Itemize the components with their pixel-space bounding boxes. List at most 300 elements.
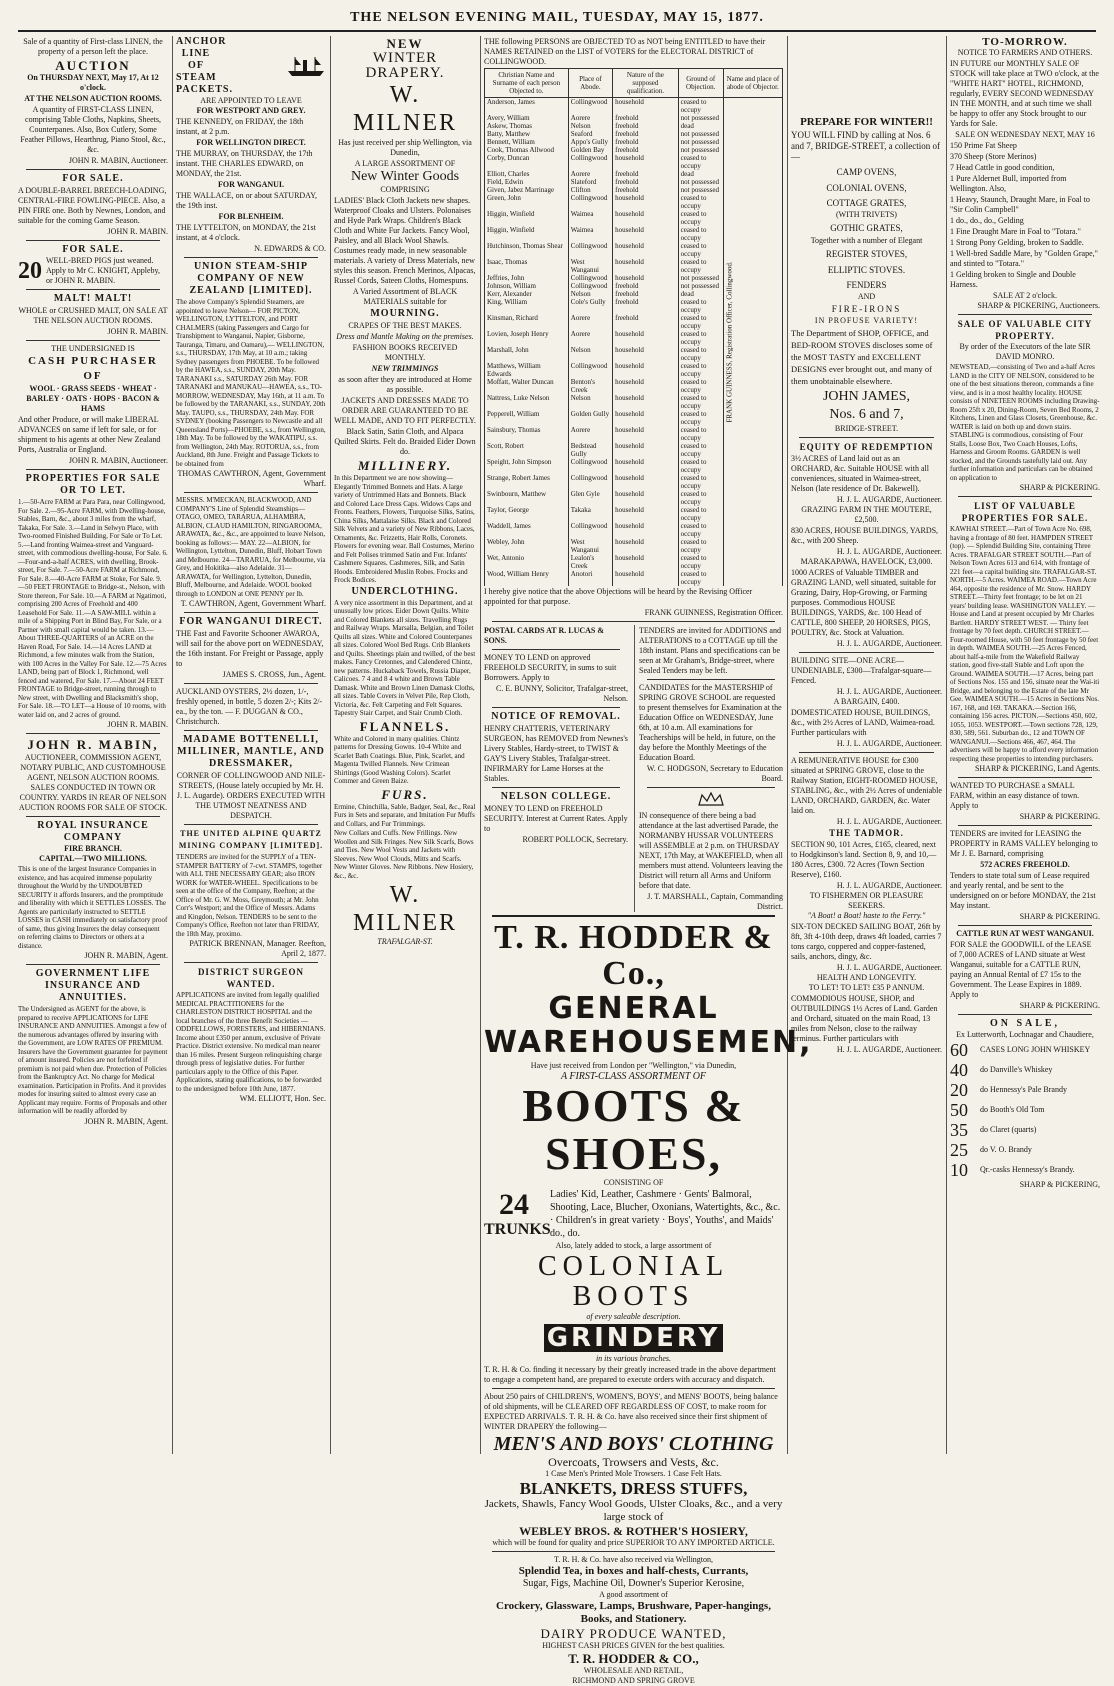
stock-item: 1 Fine Draught Mare in Foal to "Totara." [950, 227, 1081, 236]
sharp-signature: SHARP & PICKERING, [1019, 1180, 1100, 1189]
column-3 [334, 36, 476, 1454]
cash-body: And other Produce, or will make LIBERAL ADVANCES on same if left for sale, or for shipment to his agents at other New Zealand Ports, Australia or England. [18, 415, 161, 454]
elliptic-stoves: ELLIPTIC STOVES. [827, 265, 906, 275]
divider [958, 825, 1092, 826]
masthead-rule [18, 30, 1096, 32]
anchor-signature: N. EDWARDS & CO. [254, 244, 326, 253]
table-cell: Golden Bay [568, 146, 612, 154]
cash-items: WOOL · GRASS SEEDS · WHEAT · BARLEY · OATS · HOPS · BACON & HAMS [26, 384, 160, 413]
stock-list [950, 141, 1100, 290]
spirits-item [950, 1160, 1100, 1180]
table-cell: freehold [613, 170, 679, 178]
divider [958, 314, 1092, 315]
table-cell: Isaac, Thomas [485, 258, 569, 274]
table-cell: Collingwood [568, 154, 612, 170]
divider [492, 1551, 775, 1552]
john-james: JOHN JAMES, [822, 389, 911, 404]
college-money: MONEY TO LEND on FREEHOLD SECURITY. Interest at Current Rates. Apply to [484, 804, 628, 833]
table-cell: freehold [613, 130, 679, 138]
grindery-sub: in its various branches. [595, 1354, 672, 1363]
divider [184, 683, 318, 684]
table-cell: Higgin, Winfield [485, 226, 569, 242]
bargain-heading: A BARGAIN, £400. [833, 697, 900, 706]
table-cell: not possessed [678, 282, 723, 290]
forsale-body: A DOUBLE-BARREL BREECH-LOADING, CENTRAL-FIRE FOWLING-PIECE. Also, a PIN FIRE one. Both by Newnes, London, and suitable for the coming Game Season. [18, 186, 167, 225]
stock-item: 1 Strong Pony Gelding, broken to Saddle. [950, 238, 1084, 247]
table-cell: Avery, William [485, 114, 569, 122]
drapery-heading: WINTER DRAPERY. [365, 50, 445, 81]
table-cell: Takaka [568, 506, 612, 522]
table-cell: household [613, 98, 679, 115]
table-cell: freehold [613, 298, 679, 314]
fenders: FENDERS [846, 280, 887, 290]
column-rule [480, 36, 481, 1454]
notice-heading: NOTICE TO FARMERS AND OTHERS. [957, 48, 1093, 57]
sale-time: SALE AT 2 o'clock. [993, 291, 1057, 300]
table-cell: not possessed [678, 114, 723, 122]
table-cell: Aorere [568, 314, 612, 330]
table-cell: household [613, 194, 679, 210]
drapery-new: NEW [386, 36, 424, 51]
table-row [485, 98, 783, 115]
health-heading: HEALTH AND LONGEVITY. [816, 973, 917, 982]
spirits-count: 20 [950, 1080, 968, 1100]
table-cell: Nelson [568, 346, 612, 362]
column-6 [950, 36, 1100, 1454]
table-cell: freehold [613, 290, 679, 298]
union-body: The above Company's Splendid Steamers, are appointed to leave Nelson— FOR PICTON, WELLINGTON, LYTTELTON, and PORT CHALMERS (taking Passengers and Cargo for Transhipment to Wanganui, Napier, Gisborne, Tauranga, Timaru, and Oamaru),— WELLINGTON, s.s., THURSDAY, 17th May, at 10 a.m.; taking Sydney passengers from PHOEBE. To be followed by the HAWEA, s.s., SUNDAY, 20th May. TARANAKI s.s., SATURDAY 26th May. FOR TARANAKI and MANUKAU—HAWEA, s.s., TO-MORROW, WEDNESDAY, May 16th, at 11 a.m. To be followed by the TARANAKI, s.s., SUNDAY, 20th May. TAUPO, s.s., THURSDAY, 24th May. FOR SYDNEY (booking Passengers to Newcastle and all Queensland Ports)—PHOEBE, s.s., from Wellington, 18th May. To be followed by the WAKATIPU, s.s. from Wellington, 24th May. ROTORUA, s.s., from Auckland, 8th June. Freight and Passage Tickets to be obtained from [176, 298, 326, 468]
colonial-ovens: COLONIAL OVENS, [826, 183, 907, 193]
anchor-blenheim: FOR BLENHEIM. [218, 212, 284, 221]
table-cell: Seaford [568, 130, 612, 138]
table-cell: household [613, 506, 679, 522]
list-heading: LIST OF VALUABLE PROPERTIES FOR SALE. [961, 501, 1089, 523]
table-cell: Matthews, William Edwards [485, 362, 569, 378]
tadmor-heading: THE TADMOR. [829, 828, 904, 838]
dairy-sub: HIGHEST CASH PRICES GIVEN for the best qualities. [542, 1641, 725, 1650]
building-site: BUILDING SITE—ONE ACRE—UNDENIABLE, £300—Trafalgar-square—Fenced. [791, 656, 932, 685]
table-cell: ceased to occupy [678, 442, 723, 458]
acres-1000-signature: H. J. L. AUGARDE, Auctioneer. [836, 639, 942, 648]
spirits-item [950, 1060, 1100, 1080]
spirits-label: Qr.-casks Hennessy's Brandy. [980, 1165, 1075, 1174]
masthead: THE NELSON EVENING MAIL, TUESDAY, MAY 15, 1877. [350, 10, 764, 25]
milner-footer: W. MILNER [353, 882, 457, 936]
table-cell: ceased to occupy [678, 330, 723, 346]
table-cell: Hutchinson, Thomas Shear [485, 242, 569, 258]
spirits-label: do Claret (quarts) [980, 1125, 1037, 1134]
hodder-first: A FIRST-CLASS ASSORTMENT OF [560, 1071, 707, 1082]
table-cell: not possessed [678, 130, 723, 138]
trunks-label: TRUNKS [484, 1221, 551, 1238]
auction-items: A quantity of FIRST-CLASS LINEN, comprising Table Cloths, Napkins, Sheets, Counterpanes. Also, Box Cutlery, Some Feather Pillows, Hearthrug, Piano Stool, &c., &c. [20, 105, 166, 154]
forsale-heading: FOR SALE. [62, 244, 124, 255]
wanted-body: WANTED TO PURCHASE a SMALL FARM, within an easy distance of town. Apply to [950, 781, 1080, 810]
properties-signature: JOHN R. MABIN. [107, 720, 168, 729]
john-james-nos: Nos. 6 and 7, [829, 407, 904, 422]
pigs-body: WELL-BRED PIGS just weaned. Apply to Mr C. KNIGHT, Appleby, or JOHN R. MABIN. [46, 256, 160, 285]
govt-heading: GOVERNMENT LIFE INSURANCE AND ANNUITIES. [35, 968, 151, 1003]
stock-item: 7 Head Cattle in good condition, [950, 163, 1055, 172]
royal-crest-icon [639, 791, 783, 810]
jackets-line: Jackets, Shawls, Fancy Wool Goods, Ulster Cloaks, &c., and a very large stock of [484, 1498, 783, 1523]
cash-intro: THE UNDERSIGNED IS [51, 344, 135, 353]
table-cell: Bedstead Gully [568, 442, 612, 458]
table-cell: Golden Gully [568, 410, 612, 426]
divider [26, 816, 160, 817]
table-cell: household [613, 330, 679, 346]
properties-body: 1.—50-Acre FARM at Para Para, near Collingwood, For Sale. 2.—95-Acre FARM, with Dwelling-house, Stables, Barn, &c., about 3 miles from the wharf, Takaka, For Sale. 3.—Land in Selwyn Place, with Two-roomed Finished Building, For Sale or To Let. 5.—Land fronting Waimea-street and Vanguard-street, with commodious dwelling-house, For Sale. 6.—Four-and-a-half ACRES, with dwelling, Brook-street, For Sale. 7.—50-Acre FARM at Richmond, For Sale. 8.—40-Acre FARM at Stoke, For Sale. 9.—50 FEET FRONTAGE to Bridge-st., Nelson, with Store thereon, For Sale. 10.—A FARM at Ngatimoti, comprising 200 Acres of Freehold and 400 Leasehold For Sale. 11.—A SAW-MILL within a mile of a Shipping Port in Blind Bay, For Sale, or a Partner with small capital would be taken. 13.—About THREE-QUARTERS of an ACRE on the Haven Road, For Sale. 14.—14 Acres LAND at Richmond, a few minutes walk from the Station, with 100 Acres in the Valley For Sale. 12.—75 Acres LAND, being part of Block 1, Richmond, well fenced and watered, For Sale. 17.—About 24 FEET FRONTAGE to Bridge-street, running through to New street, with Dwelling and Blacksmith's shop, For Sale. 18.—TO LET—a House of 10 rooms, with water laid on, and 2 acres of ground. [18, 498, 168, 719]
divider [492, 649, 620, 650]
furs-heading: FURS. [381, 786, 429, 802]
table-cell: Speight, John Simpson [485, 458, 569, 474]
volunteers-signature: J. T. MARSHALL, Captain, Commanding District. [647, 892, 783, 911]
table-cell: ceased to occupy [678, 410, 723, 426]
objections-notice: I hereby give notice that the above Objections will be heard by the Revising Officer appointed for that purpose. [484, 587, 753, 606]
valuable-body: NEWSTEAD,—consisting of Two and a-half Acres LAND in the CITY OF NELSON, considered to be one of the best situations thereon, commands a fine view, and is in a most healthy locality. HOUSE consists of NINETEEN ROOMS including Drawing-Room 25ft x 20, Dining-Room, Seven Bed Rooms, 2 Kitchens, Linen and Glass Closets, Greenhouse, &c. WATER is laid on both up and down stairs. STABLING is commodious, consisting of Four Stalls, Loose Box, Two Coach Houses, Lofts, Harness and Groom Rooms. GARDEN is well stocked, and the Grounds tastefully laid out. Any further information and particulars can be obtained on application to [950, 363, 1100, 482]
spirits-count: 35 [950, 1120, 968, 1140]
divider [799, 437, 934, 438]
table-cell: dead [678, 170, 723, 178]
table-cell: Waimea [568, 210, 612, 226]
anchor-body: THE LYTTELTON, on MONDAY, the 21st instant, at 4 o'clock. [176, 223, 316, 242]
divider [958, 1014, 1092, 1015]
equity-signature: H. J. L. AUGARDE, Auctioneer. [836, 495, 942, 504]
table-cell: Collingwood [568, 194, 612, 210]
table-cell: freehold [613, 114, 679, 122]
anchor-wellington: FOR WELLINGTON DIRECT. [196, 138, 306, 147]
dairy-heading: DAIRY PRODUCE WANTED, [540, 1626, 727, 1641]
divider [26, 469, 160, 470]
table-cell: Higgin, Winfield [485, 210, 569, 226]
milner-name: W. MILNER [353, 82, 457, 136]
table-cell: ceased to occupy [678, 226, 723, 242]
pigs-count: 20 [18, 258, 42, 284]
table-cell: Lovien, Joseph Henry [485, 330, 569, 346]
table-cell: household [613, 210, 679, 226]
table-header: Place of Abode. [568, 69, 612, 98]
malt-signature: JOHN R. MABIN. [107, 327, 168, 336]
cash-signature: JOHN R. MABIN, Auctioneer. [68, 456, 168, 465]
table-cell: Aorere [568, 114, 612, 122]
table-cell: Scott, Robert [485, 442, 569, 458]
table-cell: ceased to occupy [678, 346, 723, 362]
and-label: AND [857, 292, 876, 301]
sharp-signature: SHARP & PICKERING, Auctioneers. [977, 301, 1100, 310]
divider [492, 787, 620, 788]
table-cell: Clifton [568, 186, 612, 194]
table-cell: King, William [485, 298, 569, 314]
misc-body: New Collars and Cuffs. New Frillings. New Woollen and Silk Fringes. New Silk Scarfs, Bows and Ties. New Wool Vests and Jackets with Sleeves. New Wool Clouds, Mitts and Scarfs. New Winter Gloves. New Ribbons. New Hosiery, &c., &c. [334, 829, 474, 880]
forsale-signature: JOHN R. MABIN. [107, 227, 168, 236]
table-cell: Sainsbury, Thomas [485, 426, 569, 442]
table-cell: household [613, 378, 679, 394]
candidates-notice: CANDIDATES for the MASTERSHIP of SPRING GROVE SCHOOL are requested to present themselves for Examination at the Education Office on WEDNESDAY, June 6th, at 10 a.m. All examinations for Teacherships will be held, in future, on the day before the Monthly Meetings of the Education Board. [639, 683, 782, 762]
divider [799, 652, 934, 653]
divider [958, 925, 1092, 926]
table-cell: household [613, 410, 679, 426]
hodder-footer: T. R. HODDER & CO., [568, 1651, 699, 1666]
domesticated-signature: H. J. L. AUGARDE, Auctioneer. [836, 739, 942, 748]
column-rule [330, 36, 331, 1454]
flannels-heading: FLANNELS. [359, 718, 451, 734]
table-cell: household [613, 474, 679, 490]
auction-signature: JOHN R. MABIN, Auctioneer. [68, 156, 168, 165]
table-cell: ceased to occupy [678, 378, 723, 394]
table-cell: dead [678, 122, 723, 130]
onsale-sub: Ex Lutterworth, Lochnagar and Chaudiere, [956, 1030, 1094, 1039]
table-cell: not possessed [678, 138, 723, 146]
fashion-line: FASHION BOOKS RECEIVED MONTHLY. [352, 343, 458, 362]
oysters-ad: AUCKLAND OYSTERS, 2½ dozen, 1/-, freshly opened, in bottle, 5 dozen 2/-; Kits 2/- ea., by the ton. — F. DUGGAN & CO., Christchurch. [176, 687, 323, 726]
tolet-heading: TO LET! TO LET! £35 P ANNUM. [808, 983, 925, 992]
mourning-intro: A Varied Assortment of BLACK MATERIALS suitable for [352, 287, 458, 306]
surgeon-signature: WM. ELLIOTT, Hon. Sec. [239, 1094, 326, 1103]
cottage-grates: COTTAGE GRATES, [826, 198, 907, 208]
spirits-label: do Hennessy's Pale Brandy [980, 1085, 1067, 1094]
blankets-heading: BLANKETS, DRESS STUFFS, [519, 1479, 748, 1498]
divider [184, 962, 318, 963]
table-cell: household [613, 490, 679, 506]
divider [26, 289, 160, 290]
table-header: Christian Name and Surname of each person Objected to. [485, 69, 569, 98]
table-cell: ceased to occupy [678, 194, 723, 210]
find-intro: YOU WILL FIND by calling at Nos. 6 and 7, BRIDGE-STREET, a collection of— [791, 130, 941, 162]
table-header: Nature of the supposed qualification. [613, 69, 679, 98]
remunerative-signature: H. J. L. AUGARDE, Auctioneer. [836, 817, 942, 826]
table-cell: not possessed [678, 274, 723, 282]
forsale-heading: FOR SALE. [62, 173, 124, 184]
union-signature: THOMAS CAWTHRON, Agent, Government Wharf. [177, 469, 326, 488]
table-cell: Strange, Robert James [485, 474, 569, 490]
anchor-wanganui: FOR WANGANUI. [217, 180, 285, 189]
govt-signature: JOHN R. MABIN, Agent. [84, 1116, 168, 1126]
table-cell: Nelson [568, 122, 612, 130]
spirits-count: 60 [950, 1040, 968, 1060]
grindery-body: T. R. H. & Co. finding it necessary by their greatly increased trade in the above department to engage a competent hand, are prepared to execute orders with accuracy and dispatch. [484, 1365, 776, 1384]
table-cell: household [613, 538, 679, 554]
equity-body: 3½ ACRES of Land laid out as an ORCHARD, &c. Suitable HOUSE with all conveniences, situated in Waimea-street, Nelson (late residence of Dr. Bakewell). [791, 454, 929, 493]
table-cell: ceased to occupy [678, 506, 723, 522]
cash-heading: CASH PURCHASER OF [28, 355, 158, 382]
awaroa-body: THE Fast and Favorite Schooner AWAROA, will sail for the above port on WEDNESDAY, the 16th instant. For Freight or Passage, apply to [176, 629, 324, 668]
table-cell: household [613, 274, 679, 282]
hodder-footer-sub: WHOLESALE AND RETAIL, [583, 1666, 684, 1675]
column-1 [18, 36, 168, 1454]
table-cell: ceased to occupy [678, 474, 723, 490]
table-cell: Collingwood [568, 242, 612, 258]
table-cell: Johnson, William [485, 282, 569, 290]
table-cell: ceased to occupy [678, 394, 723, 410]
money-to-lend: MONEY TO LEND on approved FREEHOLD SECURITY, in sums to suit Borrowers. Apply to [484, 653, 617, 682]
spirits-count: 25 [950, 1140, 968, 1160]
spirits-label: CASES LONG JOHN WHISKEY [980, 1045, 1091, 1054]
boots-heading: BOOTS & SHOES, [522, 1080, 745, 1179]
table-cell: West Wanganui [568, 538, 612, 554]
stock-item: 1 Gelding broken to Single and Double Harness. [950, 270, 1076, 289]
divider [647, 787, 775, 788]
spirits-count: 40 [950, 1060, 968, 1080]
clothing-heading: MEN'S AND BOYS' CLOTHING [493, 1433, 774, 1455]
table-cell: freehold [613, 186, 679, 194]
table-cell: Waimea [568, 226, 612, 242]
divider [184, 612, 318, 613]
department-body: The Department of SHOP, OFFICE, and BED-ROOM STOVES discloses some of the MOST TASTY and EXCELLENT DESIGNS ever brought out, and many of them unobtainable elsewhere. [791, 328, 933, 386]
elegant-label: Together with a number of Elegant [810, 236, 923, 245]
divider [26, 733, 160, 734]
objections-table [484, 68, 783, 586]
table-cell: Elliott, Charles [485, 170, 569, 178]
table-cell: Collingwood [568, 98, 612, 115]
children-boots: About 250 pairs of CHILDREN'S, WOMEN'S, BOYS', and MENS' BOOTS, being balance of old shipments, will be CLEARED OFF REGARDLESS OF COST, to make room for EXPECTED ARRIVALS. T. R. H. & Co. have also received since their first shipment of WINTER DRAPERY the following— [484, 1392, 778, 1431]
anchor-body: THE MURRAY, on THURSDAY, the 17th instant. THE CHARLES EDWARD, on MONDAY, the 21st. [176, 149, 313, 178]
tea-intro: T. R. H. & Co. have also received via Wellington, [553, 1555, 714, 1564]
divider [184, 257, 318, 258]
anchor-westport: FOR WESTPORT AND GREY. [196, 106, 306, 115]
table-cell: ceased to occupy [678, 98, 723, 115]
cattle-body: FOR SALE the GOODWILL of the LEASE of 7,000 ACRES of LAND situate at West Wanganui, suitable for a CATTLE RUN, paying an Annual Rental of £7 15s to the Government. The Lease Expires in 1889. Apply to [950, 940, 1092, 999]
tomorrow-heading: TO-MORROW. [982, 36, 1068, 48]
table-cell: Slateford [568, 178, 612, 186]
table-cell: household [613, 242, 679, 258]
divider [184, 492, 318, 493]
sharp-signature: SHARP & PICKERING, Land Agents. [974, 764, 1100, 773]
column-4-5 [484, 36, 813, 1685]
quartz-heading: THE UNITED ALPINE QUARTZ MINING COMPANY [LIMITED]. [178, 829, 324, 850]
table-cell: Collingwood [568, 458, 612, 474]
acres-830-signature: H. J. L. AUGARDE, Auctioneer. [836, 547, 942, 556]
underclothing-body: A very nice assortment in this Department, and at unusually low prices. Eider Down Quilts. White and Colored Blankets all sizes. Travelling Rugs and Railway Wraps. Marsalla, Belgian, and Toilet Quilts all sizes. White and Colored Counterpanes all sizes. Colored Wool Bed Rugs. Crib Blankets and Quilts. Sheetings plain and twilled, of the best makes. Fancy Cretonnes, and Calendered Chintz, new patterns. Huckaback Towels, Russia Diaper, Calicoes. 7 4 and 8 4 white and Brown Table Damask. White and Brown Linen Damask Cloths, all sizes. Table Covers in Velvet Pile, Rep Cloth, Victoria, &c. Felt Carpeting and Felt Squares. Tapestry Stair Carpet, and Stair Crumb Cloth. [334, 598, 476, 717]
spirits-item [950, 1140, 1100, 1160]
awaroa-signature: JAMES S. CROSS, Jun., Agent. [222, 670, 326, 679]
table-cell: ceased to occupy [678, 570, 723, 586]
table-cell: household [613, 554, 679, 570]
table-cell: Collingwood [568, 522, 612, 538]
divider [492, 621, 775, 622]
divider [26, 964, 160, 965]
table-cell: not possessed [678, 186, 723, 194]
table-cell: ceased to occupy [678, 242, 723, 258]
commodious-signature: H. J. L. AUGARDE, Auctioneer. [836, 1045, 942, 1054]
sharp-signature: SHARP & PICKERING. [1019, 1001, 1100, 1010]
divider [26, 340, 160, 341]
table-cell: household [613, 570, 679, 586]
anchor-subheading: ARE APPOINTED TO LEAVE [200, 96, 302, 105]
general-label: A good assortment of [599, 1590, 668, 1599]
govt-body: The Undersigned as AGENT for the above, is prepared to receive APPLICATIONS for LIFE INSURANCE AND ANNUITIES. Amongst a few of the numerous advantages offered by insuring with the Government, are LOW RATES OF PREMIUM. Insurers have the Government guarantee for payment of amount insured. Policies are not forfeited if premium is not paid when due. Protection of Policies from the Bankruptcy Act. No charge for Medical examination. Participation in Profits. And it provides modes for insuring suited to almost every case an Applicant may require. Forms of Proposals and other information will be readily afforded by [18, 1005, 168, 1115]
bottenelli-body: CORNER OF COLLINGWOOD AND NILE-STREETS, (House lately occupied by Mr. H. J. L. Augarde). ORDERS EXECUTED WITH THE UTMOST NEATNESS AND DESPATCH. [176, 771, 326, 820]
jackets-line: JACKETS AND DRESSES MADE TO ORDER ARE GUARANTEED TO BE WELL MADE, AND TO FIT PERFECTLY. [334, 396, 476, 425]
winter-goods: New Winter Goods [350, 169, 460, 184]
table-cell: Pepperell, William [485, 410, 569, 426]
divider [492, 1388, 775, 1389]
divider [799, 752, 934, 753]
table-cell: Cook, Thomas Allwood [485, 146, 569, 154]
table-cell: Collingwood [568, 362, 612, 378]
notice-body: IN FUTURE our MONTHLY SALE OF STOCK will take place at TWO o'clock, at the "WHITE HART" HOTEL, RICHMOND, regularly, EVERY SECOND WEDNESDAY IN THE MONTH, and at such time we shall be happy to offer any Stock brought to our Yards for Sale. [950, 59, 1099, 128]
trimmings-heading: NEW TRIMMINGS [371, 364, 439, 373]
stock-item: 1 Heavy, Staunch, Draught Mare, in Foal to "Sir Colin Campbell" [950, 195, 1090, 214]
royal-subheading: FIRE BRANCH. [64, 844, 122, 853]
remunerative-body: A REMUNERATIVE HOUSE for £300 situated at SPRING GROVE, close to the Railway Station, EIGHT-ROOMED HOUSE, STABLING, &c., with 2½ Acres of undeniable LAND, ORCHARD, GARDEN, &c. Water laid on. [791, 756, 942, 815]
table-cell: Field, Edwin [485, 178, 569, 186]
grazing-heading: GRAZING FARM IN THE MOUTERE, £2,500. [801, 505, 932, 524]
tenders-cottage: TENDERS are invited for ADDITIONS and ALTERATIONS to a COTTAGE up till the 18th instant. Plans and specifications can be seen at Mr Graham's, Bridge-street, where Sealed Tenders may be left. [639, 626, 781, 675]
table-cell: Waddell, James [485, 522, 569, 538]
spirits-label: do Booth's Old Tom [980, 1105, 1045, 1114]
table-header: Name and place of abode of Objector. [723, 69, 782, 98]
table-cell: Appo's Gully [568, 138, 612, 146]
webley-heading: WEBLEY BROS. & ROTHER'S HOSIERY, [519, 1524, 748, 1538]
table-cell: freehold [613, 122, 679, 130]
table-cell: ceased to occupy [678, 298, 723, 314]
surgeon-body: APPLICATIONS are invited from legally qualified MEDICAL PRACTITIONERS for the CHARLESTON DISTRICT HOSPITAL and the local branches of the three Benefit Societies — ODDFELLOWS, FORESTERS, and HIBERNIANS. Income about £350 per annum, exclusive of Private Practice. District extensive. No medical man nearer than 16 miles. Present Surgeon relinquishing charge through press of legislative duties. For further particulars apply to the Office of this Paper. Applications, stating qualifications, to be forwarded to the undersigned before 10th June, 1877. [176, 991, 326, 1093]
divider [647, 679, 775, 680]
stock-item: 1 Pure Aldernet Bull, imported from Wellington. Also, [950, 174, 1067, 193]
mabin-body: AUCTIONEER, COMMISSION AGENT, NOTARY PUBLIC, AND CUSTOMHOUSE AGENT, NELSON AUCTION ROOMS. SALES CONDUCTED IN TOWN OR COUNTRY. YARDS IN REAR OF NELSON AUCTION ROOMS FOR SALE OF STOCK. [18, 753, 168, 812]
volunteers-notice: IN consequence of there being a bad attendance at the last advertised Parade, the NORMANBY HUSSAR VOLUNTEERS will ASSEMBLE at 2 p.m. on THURSDAY NEXT, 17th May, at WAKEFIELD, when all members must attend. Volunteers leaving the District will return all Arms and Uniform before that date. [639, 811, 783, 890]
table-cell: Marshall, John [485, 346, 569, 362]
auction-heading: AUCTION [55, 58, 131, 73]
spirits-item [950, 1080, 1100, 1100]
crockery-line: Crockery, Glassware, Lamps, Brushware, Paper-hangings, Books, and Stationery. [496, 1600, 771, 1625]
sharp-signature: SHARP & PICKERING. [1019, 483, 1100, 492]
divider [958, 777, 1092, 778]
table-cell: ceased to occupy [678, 210, 723, 226]
college-heading: NELSON COLLEGE. [500, 791, 612, 802]
table-cell: Collingwood [568, 274, 612, 282]
furs-body: Ermine, Chinchilla, Sable, Badger, Seal, &c., Real Furs in Sets and separate, and Imitation Fur Muffs and Collars, and Fur Trimmings. [334, 802, 476, 828]
table-cell: Askew, Thomas [485, 122, 569, 130]
mabin-heading: JOHN R. MABIN, [27, 737, 159, 752]
marakopa-heading: MARAKAPAWA, HAVELOCK, £3,000. [800, 557, 933, 566]
acres-1000: 1000 ACRES of Valuable TIMBER and GRAZING LAND, well situated, suitable for Grazing, Dairy, Hop-Growing, or Farming purposes. Commodious HOUSE BUILDINGS, YARDS, &c. 100 Head of CATTLE, 800 SHEEP, 20 HORSES, PIGS, POULTRY, &c. Stock at Valuation. [791, 568, 937, 637]
table-cell: ceased to occupy [678, 258, 723, 274]
table-cell: West Wanganui [568, 258, 612, 274]
onsale-heading: ON SALE, [989, 1018, 1061, 1029]
small-ads-right [634, 625, 783, 912]
table-cell: Nattress, Luke Nelson [485, 394, 569, 410]
column-rule [787, 36, 788, 1454]
stock-item: 370 Sheep (Store Merinos) [950, 152, 1037, 161]
divider [958, 496, 1092, 497]
table-cell: household [613, 458, 679, 474]
table-cell: ceased to occupy [678, 458, 723, 474]
anchor-body: THE KENNEDY, on FRIDAY, the 18th instant, at 2 p.m. [176, 117, 304, 136]
hodder-footer-address: RICHMOND AND SPRING GROVE [572, 1676, 695, 1685]
table-cell: Nelson [568, 290, 612, 298]
consisting-label: CONSISTING OF [603, 1178, 664, 1187]
table-cell: Collingwood [568, 282, 612, 290]
shoes-list: Ladies' Kid, Leather, Cashmere · Gents' Balmoral, Shooting, Lace, Blucher, Oxonians, Watertights, &c., &c. · Children's in great variety · Boys', Youths', and Maids' do., do. [550, 1189, 781, 1239]
table-cell: ceased to occupy [678, 490, 723, 506]
table-cell: Green, John [485, 194, 569, 210]
leasing-body: TENDERS are invited for LEASING the PROPERTY in RAMS VALLEY belonging to Mr J. E. Barnard, comprising [950, 829, 1098, 858]
table-cell: freehold [613, 138, 679, 146]
table-cell: household [613, 258, 679, 274]
candidates-signature: W. C. HODGSON, Secretary to Education Board. [646, 764, 783, 783]
postal-cards: POSTAL CARDS AT R. LUCAS & SONS. [484, 626, 605, 645]
spirits-label: do V. O. Brandy [980, 1145, 1032, 1154]
union-heading: UNION STEAM-SHIP COMPANY OF NEW ZEALAND [LIMITED]. [189, 261, 313, 296]
spirits-count: 10 [950, 1160, 968, 1180]
royal-body: This is one of the largest Insurance Companies in existence, and has acquired immense popularity throughout the World by the UNDOUBTED SECURITY it affords Insurers, and the promptitude and liberality with which it SETTLES LOSSES. The Agents are particularly instructed to SETTLE LOSSES in CASH immediately on satisfactory proof of same, thus giving Insurers the delay consequent on referring claims to Directors or others at a distance. [18, 865, 168, 950]
royal-heading: ROYAL INSURANCE COMPANY [37, 820, 149, 843]
acres-830: 830 ACRES, HOUSE BUILDINGS, YARDS, &c., with 200 Sheep. [791, 526, 939, 545]
college-signature: ROBERT POLLOCK, Secretary. [522, 835, 628, 844]
satin-line: Black Satin, Satin Cloth, and Alpaca Quilted Skirts. Felt do. Braided Eider Down do. [334, 427, 476, 456]
milner-street: TRAFALGAR-ST. [377, 937, 433, 946]
